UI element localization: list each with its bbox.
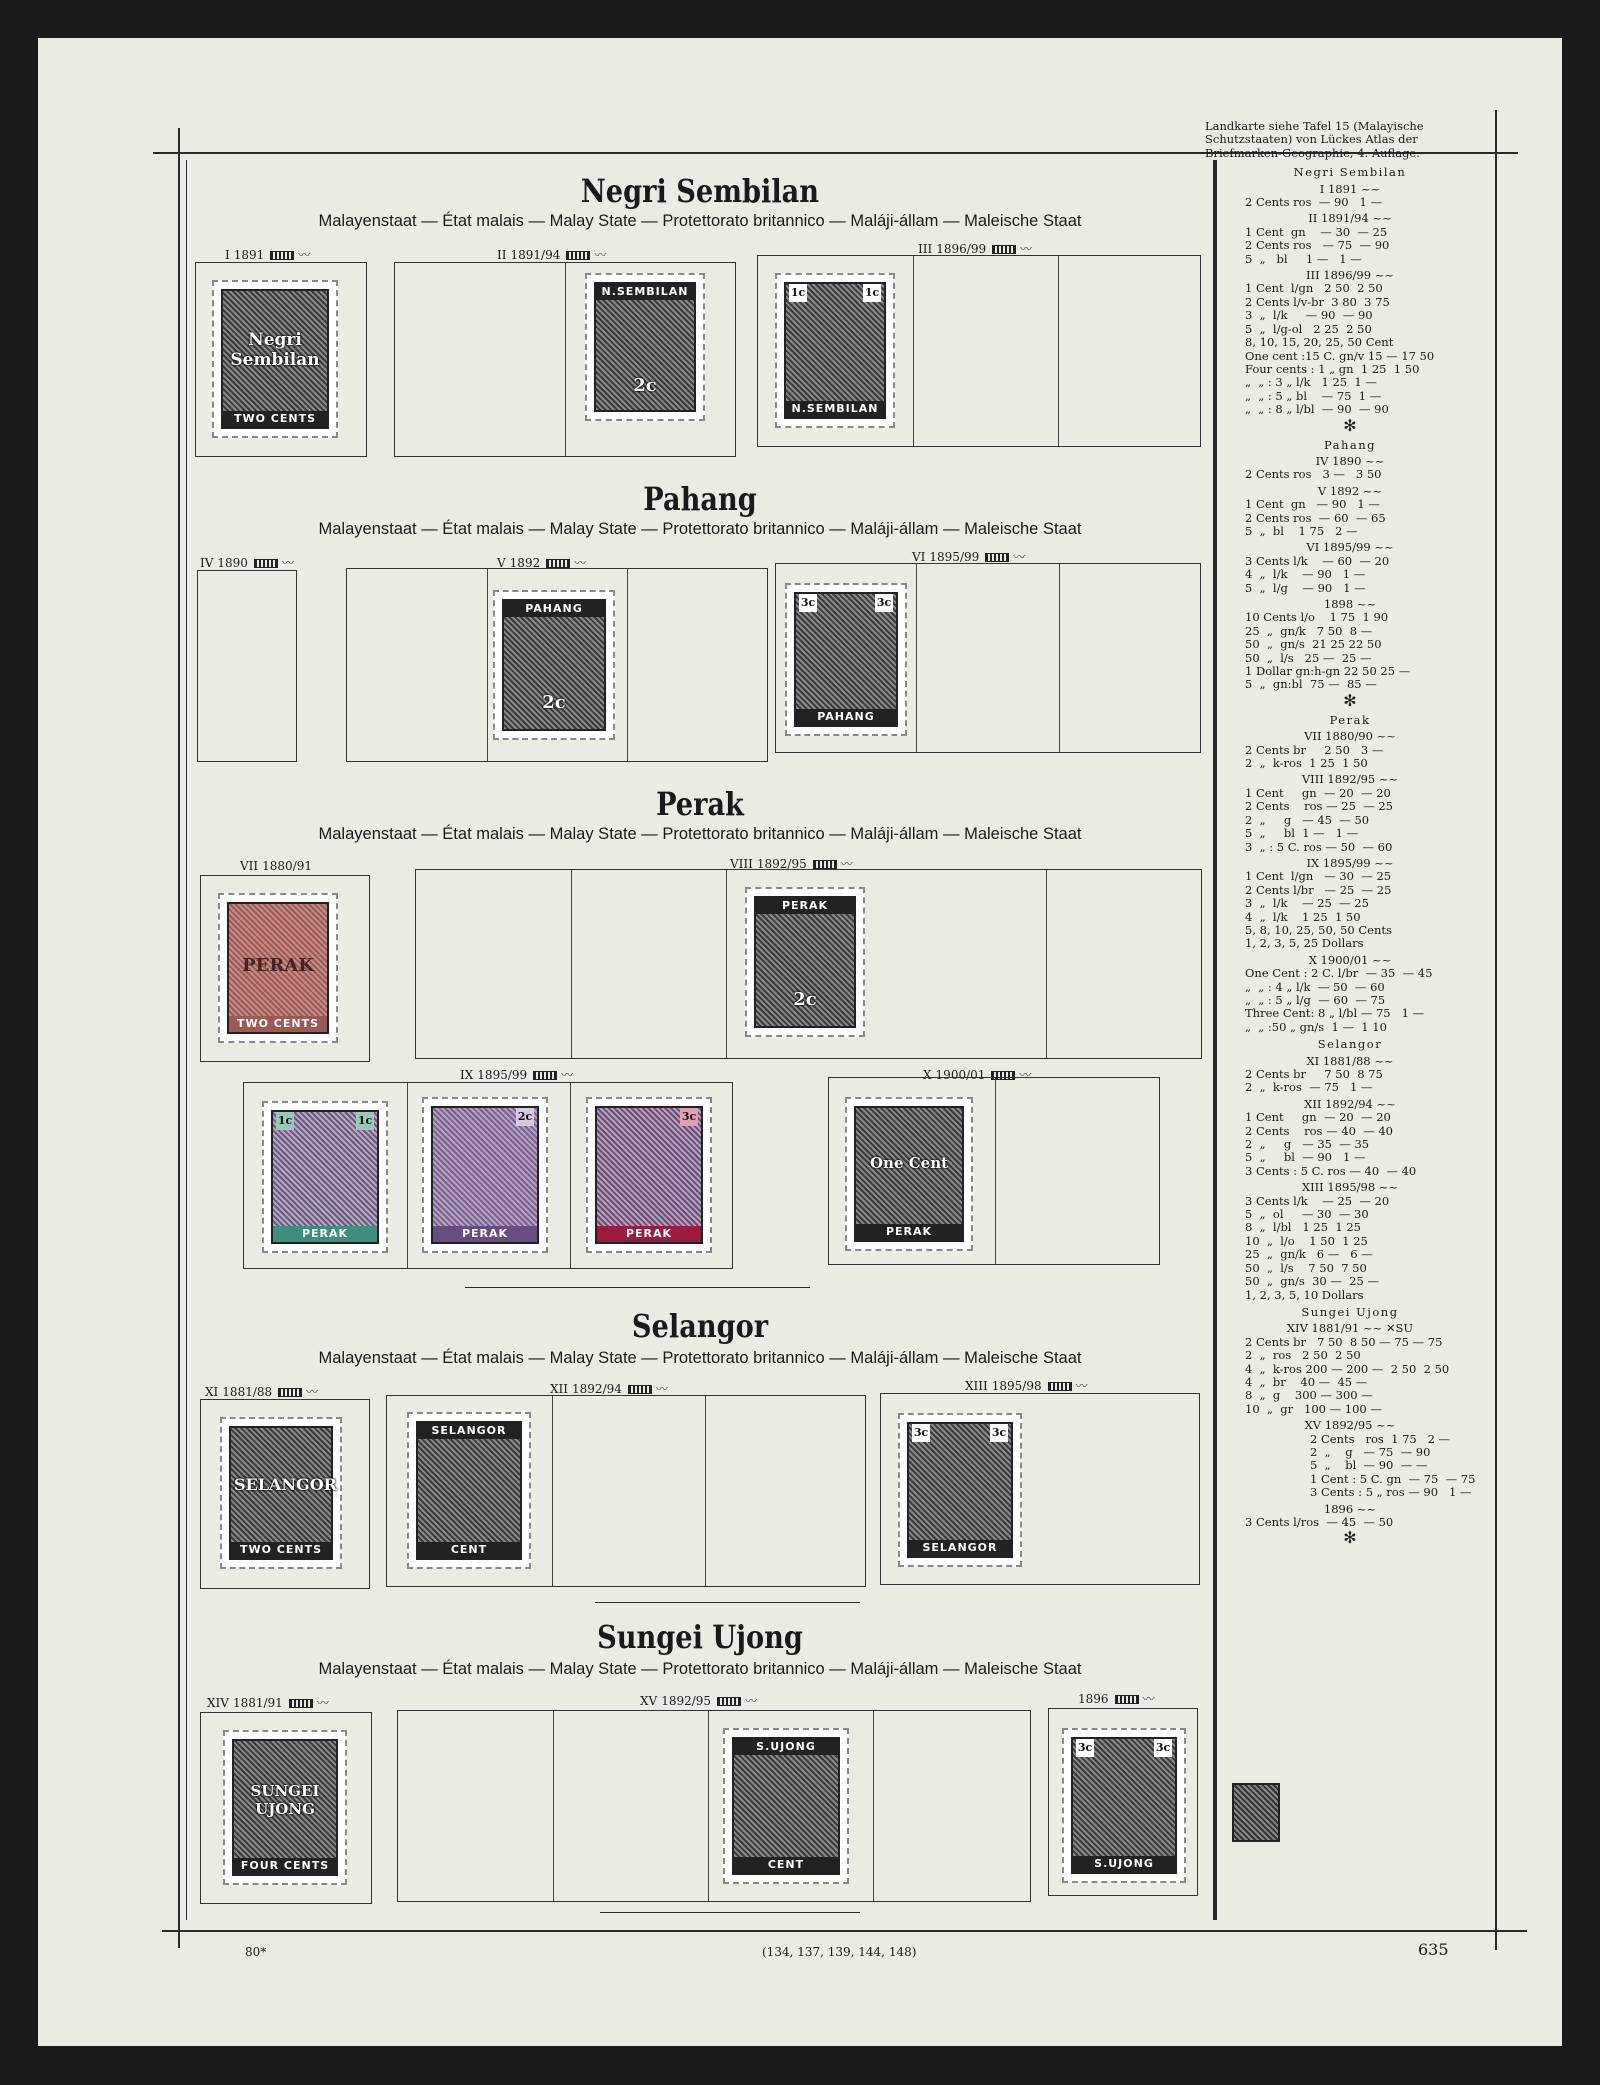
issue-label: XI 1881/88 〰 (205, 1385, 319, 1399)
catalog-line: 1 Cent gn — 20 — 20 (1245, 1110, 1391, 1125)
catalog-line: 2 Cents br 7 50 8 50 — 75 — 75 (1245, 1334, 1443, 1349)
catalog-line: 3 „ l/k — 90 — 90 (1245, 308, 1373, 323)
catalog-line: 10 „ l/o 1 50 1 25 (1245, 1233, 1368, 1248)
perforation-icon (992, 245, 1016, 254)
catalog-line: „ „ : 3 „ l/k 1 25 1 — (1245, 375, 1377, 390)
catalog-line: 4 „ br 40 — 45 — (1245, 1374, 1368, 1389)
catalog-line: 1 Cent : 5 C. gn — 75 — 75 (1310, 1471, 1476, 1486)
catalog-line: 2 „ g — 35 — 35 (1245, 1137, 1370, 1152)
catalog-line: 25 „ gn/k 6 — 6 — (1245, 1247, 1373, 1262)
catalog-line: 5 „ bl — 90 — — (1310, 1458, 1428, 1473)
issue-label: V 1892 〰 (497, 556, 587, 570)
perforation-icon (546, 559, 570, 568)
catalog-line: 1 Cent l/gn — 30 — 25 (1245, 869, 1392, 884)
section-pahang (190, 480, 1210, 770)
perforation-icon (717, 1697, 741, 1706)
section-divider (600, 1912, 860, 1913)
section-negri-sembilan (190, 170, 1210, 470)
asterism-icon: ✻ (1343, 1528, 1357, 1548)
catalog-line: 5 „ bl — 90 1 — (1245, 1150, 1366, 1165)
stamp[interactable]: 3c 3c PAHANG (785, 583, 907, 736)
watermark-icon: 〰 (1142, 1692, 1155, 1706)
catalog-line: 3 Cents l/ros — 45 — 50 (1245, 1515, 1394, 1529)
watermark-icon: 〰 (594, 248, 607, 262)
watermark-icon: 〰 (745, 1694, 758, 1708)
issue-label: IV 1890 〰 (200, 556, 294, 570)
catalog-line: 1 Cent gn — 20 — 20 (1245, 785, 1391, 800)
catalog-issue: IV 1890 ~~ (1315, 453, 1385, 468)
catalog-line: 2 „ k-ros — 75 1 — (1245, 1080, 1373, 1095)
watermark-icon: 〰 (298, 248, 311, 262)
catalog-line: 1, 2, 3, 5, 10 Dollars (1245, 1287, 1364, 1302)
catalog-issue: VII 1880/90 ~~ (1304, 729, 1396, 744)
watermark-icon: 〰 (574, 556, 587, 570)
catalog-line: One cent :15 C. gn/v 15 — 17 50 (1245, 348, 1435, 363)
stamp-space (397, 1710, 1031, 1902)
perforation-icon (628, 1385, 652, 1394)
perforation-icon (254, 559, 278, 568)
stamp[interactable]: PERAK TWO CENTS (218, 893, 338, 1043)
section-title: Negri Sembilan (580, 172, 820, 210)
watermark-icon: 〰 (281, 556, 294, 570)
stamp[interactable]: 1c 1c PERAK (262, 1101, 388, 1253)
catalog-line: 1, 2, 3, 5, 25 Dollars (1245, 936, 1364, 951)
catalog-line: 1 Cent l/gn 2 50 2 50 (1245, 281, 1383, 296)
catalog-line: 8 „ l/bl 1 25 1 25 (1245, 1220, 1361, 1235)
stamp[interactable]: PAHANG 2c (493, 590, 615, 740)
catalog-line: 1 Cent gn — 30 — 25 (1245, 224, 1388, 239)
perforation-icon (1115, 1695, 1139, 1704)
watermark-icon: 〰 (655, 1382, 668, 1396)
catalog-heading: Pahang (1323, 437, 1377, 452)
section-divider (595, 1602, 860, 1603)
issue-label: XIV 1881/91 〰 (207, 1696, 329, 1710)
watermark-icon: 〰 (1019, 1068, 1032, 1082)
watermark-icon: 〰 (1075, 1379, 1088, 1393)
issue-label: X 1900/01 〰 (923, 1068, 1032, 1082)
catalog-line: 2 Cents ros 1 75 2 — (1310, 1431, 1451, 1446)
catalog-line: 50 „ gn/s 21 25 22 50 (1245, 637, 1382, 652)
catalog-issue: 1898 ~~ (1323, 597, 1377, 611)
stamp[interactable]: 1c 1c N.SEMBILAN (775, 273, 895, 428)
catalog-line: 1 Dollar gn:h-gn 22 50 25 — (1245, 664, 1411, 679)
catalog-issue: XIV 1881/91 ~~ ✕SU (1286, 1321, 1414, 1336)
catalog-issue: VI 1895/99 ~~ (1306, 540, 1394, 555)
stamp[interactable]: SELANGOR TWO CENTS (220, 1417, 342, 1569)
frame-right-line (1495, 110, 1497, 1950)
catalog-issue: VIII 1892/95 ~~ (1301, 772, 1399, 787)
stamp[interactable]: 3c PERAK (586, 1097, 712, 1253)
stamp[interactable]: 3c 3c S.UJONG (1062, 1728, 1186, 1883)
catalog-line: 5 „ bl 1 75 2 — (1245, 523, 1358, 538)
catalog-line: 5, 8, 10, 25, 50, 50 Cents (1245, 922, 1392, 937)
issue-label: VI 1895/99 〰 (912, 550, 1026, 564)
catalog-line: 2 Cents ros — 25 — 25 (1245, 799, 1393, 814)
catalog-line: 5 „ l/g — 90 1 — (1245, 580, 1366, 595)
section-subtitle: Malayenstaat — État malais — Malay State — Protettorato britannico — Maláji-állam — Maleische Staat (318, 1349, 1082, 1367)
frame-left-line (178, 128, 180, 1948)
footer-left: 80* (245, 1945, 267, 1959)
issue-label: IX 1895/99 〰 (460, 1068, 574, 1082)
perforation-icon (278, 1388, 302, 1397)
perforation-icon (270, 251, 294, 260)
catalog-issue: XII 1892/94 ~~ (1304, 1096, 1396, 1111)
catalog-column (1205, 120, 1495, 1547)
catalog-line: 3 „ l/k — 25 — 25 (1245, 896, 1369, 911)
section-subtitle: Malayenstaat — État malais — Malay State — Protettorato britannico — Maláji-állam — Maleische Staat (318, 520, 1082, 538)
catalog-line: One Cent : 2 C. l/br — 35 — 45 (1245, 966, 1433, 981)
catalog-line: Four cents : 1 „ gn 1 25 1 50 (1245, 361, 1420, 376)
section-title: Selangor (631, 1307, 769, 1345)
catalog-line: 5 „ gn:bl 75 — 85 — (1245, 677, 1377, 692)
catalog-line: 4 „ l/k — 90 1 — (1245, 567, 1366, 582)
catalog-heading: Perak (1329, 712, 1371, 727)
stamp[interactable]: SELANGOR CENT (407, 1412, 531, 1569)
issue-label: VII 1880/91 (240, 859, 313, 873)
perforation-icon (1048, 1382, 1072, 1391)
catalog-line: 2 „ g — 45 — 50 (1245, 812, 1370, 827)
catalog-issue: 1896 ~~ (1323, 1501, 1377, 1516)
perforation-icon (533, 1071, 557, 1080)
catalog-line: 5 „ bl 1 — 1 — (1245, 251, 1362, 266)
perforation-icon (566, 251, 590, 260)
catalog-line: 2 Cents l/br — 25 — 25 (1245, 882, 1392, 897)
section-title: Sungei Ujong (597, 1618, 803, 1656)
catalog-heading: Selangor (1317, 1037, 1383, 1052)
catalog-line: „ „ : 4 „ l/k — 50 — 60 (1245, 979, 1385, 994)
catalog-line: 2 „ g — 75 — 90 (1310, 1444, 1431, 1459)
catalog-issue: X 1900/01 ~~ (1308, 952, 1392, 967)
catalog-line: 2 Cents ros — 60 — 65 (1245, 510, 1386, 525)
asterism-icon: ✻ (1343, 415, 1357, 435)
watermark-icon: 〰 (316, 1696, 329, 1710)
catalog-line: 25 „ gn/k 7 50 8 — (1245, 623, 1373, 638)
issue-label: XV 1892/95 〰 (640, 1694, 758, 1708)
issue-label: XIII 1895/98 〰 (965, 1379, 1088, 1393)
catalog-line: 4 „ l/k 1 25 1 50 (1245, 909, 1361, 924)
watermark-icon: 〰 (1020, 242, 1033, 256)
catalog-line: „ „ : 8 „ l/bl — 90 — 90 (1245, 402, 1389, 417)
catalog-issue: II 1891/94 ~~ (1308, 211, 1392, 226)
frame-bottom-line (162, 1930, 1527, 1932)
catalog-line: 3 Cents : 5 „ ros — 90 1 — (1310, 1485, 1472, 1500)
section-divider (465, 1287, 810, 1288)
catalog-line: 5 „ l/g-ol 2 25 2 50 (1245, 321, 1372, 336)
section-title: Pahang (643, 480, 757, 518)
left-inner-line (186, 160, 187, 1920)
section-title: Perak (656, 785, 744, 823)
section-subtitle: Malayenstaat — État malais — Malay State — Protettorato britannico — Maláji-állam — Maleische Staat (318, 1660, 1082, 1678)
asterism-icon: ✻ (1343, 690, 1357, 710)
stamp[interactable]: Negri Sembilan TWO CENTS (212, 280, 338, 438)
catalog-line: 3 Cents l/k — 25 — 20 (1245, 1193, 1390, 1208)
catalog-issue: XI 1881/88 ~~ (1306, 1053, 1394, 1068)
issue-label: II 1891/94 〰 (497, 248, 607, 262)
section-sungei-ujong (190, 1618, 1210, 1918)
stamp-space (197, 570, 297, 762)
catalog-line: 2 Cents l/v-br 3 80 3 75 (1245, 294, 1390, 309)
catalog-line: 3 „ : 5 C. ros — 50 — 60 (1245, 839, 1393, 854)
issue-label: 1896 〰 (1078, 1692, 1155, 1706)
catalog-line: 50 „ gn/s 30 — 25 — (1245, 1274, 1379, 1289)
section-subtitle: Malayenstaat — État malais — Malay State — Protettorato britannico — Maláji-állam — Maleische Staat (318, 212, 1082, 230)
watermark-icon: 〰 (840, 857, 853, 871)
stamp[interactable]: PERAK 2c (745, 887, 865, 1037)
catalog-issue: I 1891 ~~ (1319, 181, 1381, 196)
watermark-icon: 〰 (306, 1385, 319, 1399)
catalog-line: „ „ :50 „ gn/s 1 — 1 10 (1245, 1019, 1387, 1034)
catalog-line: 5 „ ol — 30 — 30 (1245, 1207, 1369, 1222)
catalog-line: 2 „ ros 2 50 2 50 (1245, 1348, 1361, 1363)
section-perak (190, 785, 1210, 1285)
section-selangor (190, 1307, 1210, 1597)
footer-right: 635 (1418, 1940, 1449, 1959)
stamp[interactable]: 3c 3c SELANGOR (898, 1413, 1022, 1567)
catalog-line: 2 Cents br 7 50 8 75 (1245, 1067, 1383, 1081)
issue-label: VIII 1892/95 〰 (730, 857, 853, 871)
catalog-line: 2 „ k-ros 1 25 1 50 (1245, 756, 1368, 771)
stamp[interactable]: 2c PERAK (422, 1097, 548, 1253)
catalog-line: 1 Cent gn — 90 1 — (1245, 497, 1380, 512)
catalog-line: 3 Cents l/k — 60 — 20 (1245, 553, 1390, 568)
catalog-line: 2 Cents ros — 90 1 — (1245, 195, 1383, 210)
catalog-line: 2 Cents ros — 40 — 40 (1245, 1123, 1393, 1138)
catalog-line: 10 Cents l/o 1 75 1 90 (1245, 610, 1389, 625)
catalog-line: 2 Cents ros 3 — 3 50 (1245, 467, 1382, 482)
catalog-line: 10 „ gr 100 — 100 — (1245, 1401, 1382, 1416)
watermark-icon: 〰 (1013, 550, 1026, 564)
catalog-line: „ „ : 5 „ l/g — 60 — 75 (1245, 992, 1386, 1007)
catalog-intro: Landkarte siehe Tafel 15 (Malayische Schutzstaaten) von Lückes Atlas der Briefmarken-Geographie, 4. Auflage. (1205, 119, 1424, 160)
catalog-line: 5 „ bl 1 — 1 — (1245, 826, 1359, 841)
perforation-icon (813, 860, 837, 869)
catalog-issue: III 1896/99 ~~ (1306, 268, 1394, 283)
stamp-thumbnail (1232, 1783, 1280, 1842)
watermark-icon: 〰 (561, 1068, 574, 1082)
catalog-line: 2 Cents br 2 50 3 — (1245, 742, 1384, 757)
catalog-issue: XIII 1895/98 ~~ (1301, 1180, 1399, 1195)
catalog-issue: V 1892 ~~ (1317, 483, 1383, 498)
catalog-line: 4 „ k-ros 200 — 200 — 2 50 2 50 (1245, 1361, 1450, 1376)
stamp[interactable]: N.SEMBILAN 2c (585, 273, 705, 421)
perforation-icon (289, 1699, 313, 1708)
catalog-line: 8 „ g 300 — 300 — (1245, 1388, 1373, 1403)
footer-center: (134, 137, 139, 144, 148) (762, 1945, 917, 1959)
catalog-heading: Sungei Ujong (1301, 1304, 1399, 1319)
stamp[interactable]: One Cent PERAK (845, 1097, 973, 1251)
perforation-icon (985, 553, 1009, 562)
catalog-line: „ „ : 5 „ bl — 75 1 — (1245, 388, 1382, 403)
catalog-line: 50 „ l/s 7 50 7 50 (1245, 1260, 1367, 1275)
catalog-line: 3 Cents : 5 C. ros — 40 — 40 (1245, 1163, 1417, 1178)
catalog-line: 8, 10, 15, 20, 25, 50 Cent (1245, 335, 1394, 350)
catalog-issue: XV 1892/95 ~~ (1304, 1418, 1396, 1433)
section-subtitle: Malayenstaat — État malais — Malay State — Protettorato britannico — Maláji-állam — Maleische Staat (318, 825, 1082, 843)
issue-label: XII 1892/94 〰 (550, 1382, 668, 1396)
catalog-heading: Negri Sembilan (1293, 165, 1407, 180)
stamp[interactable]: S.UJONG CENT (723, 1728, 849, 1884)
catalog-line: 50 „ l/s 25 — 25 — (1245, 650, 1372, 665)
catalog-line: 2 Cents ros — 75 — 90 (1245, 238, 1390, 253)
issue-label: III 1896/99 〰 (918, 242, 1033, 256)
stamp[interactable]: SUNGEI UJONG FOUR CENTS (223, 1730, 347, 1885)
catalog-issue: IX 1895/99 ~~ (1306, 855, 1394, 870)
issue-label: I 1891 〰 (225, 248, 311, 262)
catalog-line: Three Cent: 8 „ l/bl — 75 1 — (1245, 1006, 1425, 1021)
